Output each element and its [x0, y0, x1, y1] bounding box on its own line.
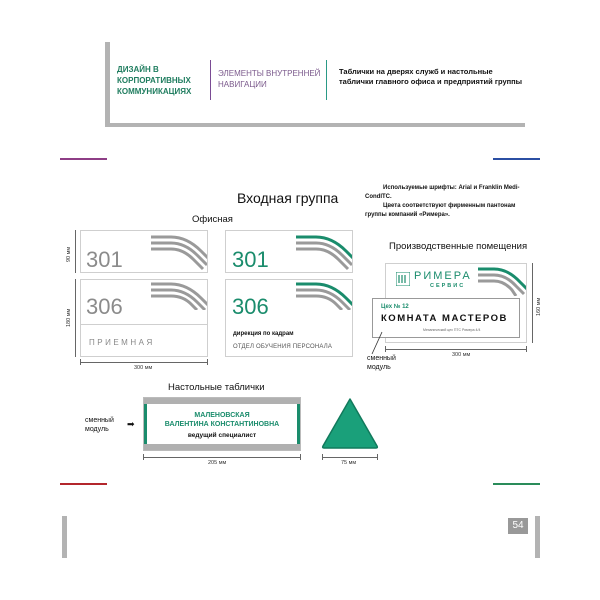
- dim-width-triangle: 75 мм: [341, 460, 357, 466]
- rimera-logo-icon: [396, 272, 410, 286]
- room-number: 301: [86, 247, 123, 272]
- accent-line-green: [493, 483, 540, 485]
- subsection-title: ЭЛЕМЕНТЫ ВНУТРЕННЕЙ НАВИГАЦИИ: [218, 69, 321, 89]
- wave-stripes-graphic: [151, 231, 208, 273]
- office-sign-large-gray: [80, 279, 208, 357]
- dim-width: 300 мм: [134, 365, 153, 371]
- header-description: Таблички на дверях служб и настольные таблички главного офиса и предприятий группы: [339, 67, 523, 86]
- desk-title: Настольные таблички: [168, 382, 265, 393]
- header-frame-left: [105, 42, 110, 127]
- dim-tick: [143, 454, 144, 460]
- office-sign-small-gray: [80, 230, 208, 273]
- department-label: дирекция по кадрам: [233, 331, 294, 337]
- dim-tick: [377, 454, 378, 460]
- desk-position: ведущий специалист: [187, 432, 257, 439]
- desk-name: МАЛЕНОВСКАЯ ВАЛЕНТИНА КОНСТАНТИНОВНА: [164, 412, 280, 428]
- dim-width-desk: 205 мм: [208, 460, 227, 466]
- plate-title: КОМНАТА МАСТЕРОВ: [381, 313, 508, 324]
- dim-height-production: 160 мм: [536, 297, 542, 316]
- dim-height-small: 90 мм: [66, 246, 72, 262]
- desk-sign: [143, 397, 301, 451]
- dim-tick: [300, 454, 301, 460]
- pointer-line: [370, 330, 390, 356]
- footer-bar-right: [535, 516, 540, 558]
- dim-tick: [80, 359, 81, 365]
- header-separator-purple: [210, 60, 211, 100]
- office-sign-small-green: [225, 230, 353, 273]
- wave-stripes-graphic: [296, 280, 353, 310]
- production-plate: [372, 298, 520, 338]
- plate-label: Цех № 12: [381, 304, 409, 310]
- dim-width-production: 300 мм: [452, 352, 471, 358]
- accent-line-purple: [60, 158, 107, 160]
- footer-bar-left: [62, 516, 67, 558]
- arrow-right-icon: ➡: [127, 419, 135, 429]
- desk-module-label: сменный модуль: [85, 417, 114, 433]
- dim-line-height-small: [75, 230, 76, 273]
- page-number: 54: [508, 518, 528, 534]
- accent-line-blue: [493, 158, 540, 160]
- dim-line-height-large: [75, 279, 76, 357]
- office-sign-large-green: [225, 279, 353, 357]
- wave-stripes-graphic: [478, 264, 527, 296]
- wave-stripes-graphic: [151, 280, 208, 310]
- office-title: Офисная: [192, 214, 233, 225]
- dim-line-width-desk: [143, 457, 301, 458]
- dim-line-width-production: [385, 349, 527, 350]
- room-label: ПРИЕМНАЯ: [89, 338, 155, 347]
- replaceable-module-label: сменный модуль: [367, 355, 396, 371]
- dim-height-large: 180 мм: [66, 308, 72, 327]
- section-title: ДИЗАЙН В КОРПОРАТИВНЫХ КОММУНИКАЦИЯХ: [117, 65, 192, 96]
- logo-text: РИМЕРА: [414, 270, 472, 282]
- header-separator-teal: [326, 60, 327, 100]
- header-frame-bottom: [105, 123, 525, 127]
- dim-tick: [526, 346, 527, 352]
- room-number: 301: [232, 247, 269, 272]
- logo-subtext: СЕРВИС: [430, 283, 466, 289]
- department-sublabel: ОТДЕЛ ОБУЧЕНИЯ ПЕРСОНАЛА: [233, 344, 333, 350]
- dim-line-width-triangle: [322, 457, 378, 458]
- entrance-title: Входная группа: [237, 190, 339, 206]
- wave-stripes-graphic: [296, 231, 353, 273]
- plate-small-text: Механический цех ПТС Римера 4/4: [423, 328, 481, 332]
- room-number: 306: [232, 294, 269, 319]
- production-title: Производственные помещения: [389, 241, 528, 252]
- desk-sign-bottom-bar: [144, 444, 300, 450]
- room-number: 306: [86, 294, 123, 319]
- dim-tick: [322, 454, 323, 460]
- triangle-desk-sign: [320, 396, 380, 450]
- fonts-note: Используемые шрифты: Arial и Franklin Medi- CondITC. Цвета соответствуют фирменным пантонам группы компаний «Римера».: [365, 185, 520, 218]
- dim-line-height-production: [532, 263, 533, 343]
- accent-line-red: [60, 483, 107, 485]
- dim-tick: [207, 359, 208, 365]
- dim-line-width: [80, 362, 208, 363]
- sign-divider: [81, 324, 208, 325]
- desk-sign-top-bar: [144, 398, 300, 404]
